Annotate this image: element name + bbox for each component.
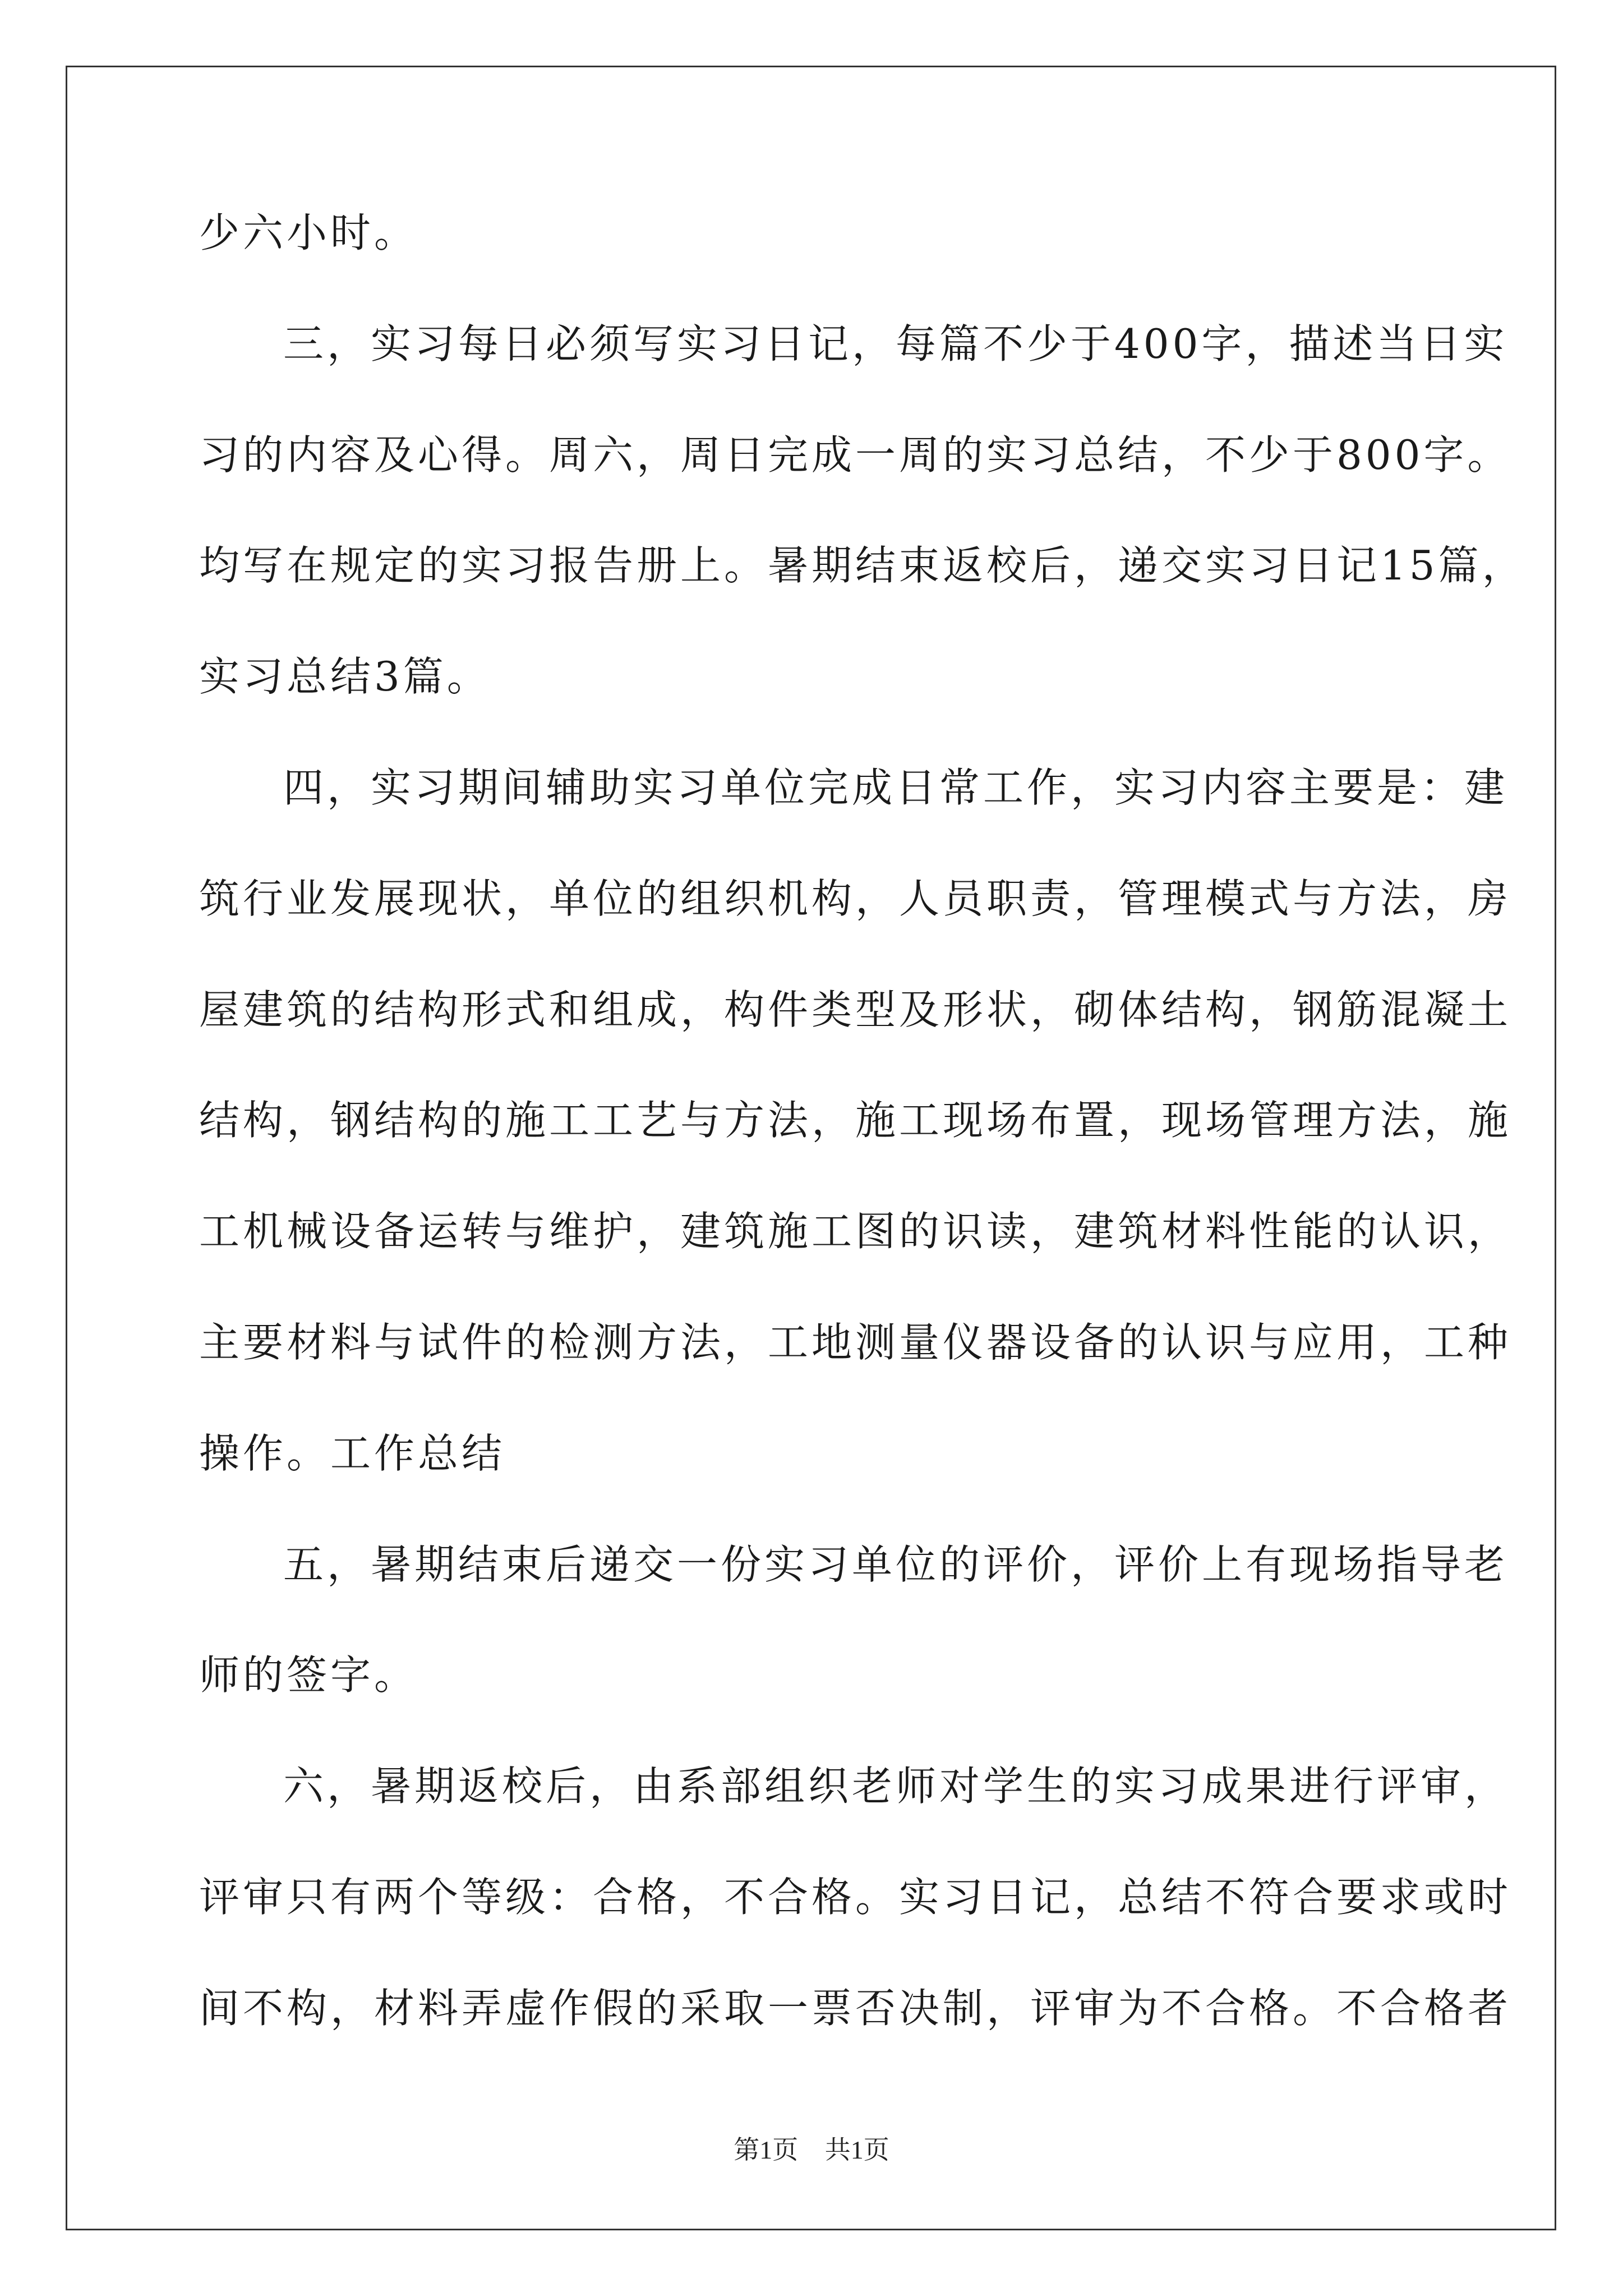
page-number: 第1页 xyxy=(734,2136,799,2164)
page-footer xyxy=(0,2129,1623,2166)
text-line: 主要材料与试件的检测方法，工地测量仪器设备的认识与应用，工种 xyxy=(199,1319,1512,1366)
page-total: 共1页 xyxy=(824,2136,889,2164)
text-line: 屋建筑的结构形式和组成，构件类型及形状，砌体结构，钢筋混凝土 xyxy=(199,986,1512,1033)
text-line: 均写在规定的实习报告册上。暑期结束返校后，递交实习日记15篇， xyxy=(199,542,1526,589)
paragraph-4-line: 四，实习期间辅助实习单位完成日常工作，实习内容主要是：建 xyxy=(283,764,1509,811)
text-line: 师的签字。 xyxy=(199,1651,418,1699)
text-line: 实习总结3篇。 xyxy=(199,653,491,700)
paragraph-6-line: 六，暑期返校后，由系部组织老师对学生的实习成果进行评审， xyxy=(283,1763,1509,1810)
text-line: 评审只有两个等级：合格，不合格。实习日记，总结不符合要求或时 xyxy=(199,1874,1512,1921)
text-line: 少六小时。 xyxy=(199,209,418,256)
text-line: 习的内容及心得。周六，周日完成一周的实习总结，不少于800字。 xyxy=(199,431,1511,478)
text-line: 工机械设备运转与维护，建筑施工图的识读，建筑材料性能的认识， xyxy=(199,1208,1512,1255)
text-line: 结构，钢结构的施工工艺与方法，施工现场布置，现场管理方法，施 xyxy=(199,1097,1512,1144)
text-line: 筑行业发展现状，单位的组织机构，人员职责，管理模式与方法，房 xyxy=(199,875,1512,922)
paragraph-3-line: 三，实习每日必须写实习日记，每篇不少于400字，描述当日实 xyxy=(283,320,1508,367)
paragraph-5-line: 五，暑期结束后递交一份实习单位的评价，评价上有现场指导老 xyxy=(283,1541,1509,1588)
text-line: 间不构，材料弄虚作假的采取一票否决制，评审为不合格。不合格者 xyxy=(199,1985,1512,2032)
text-line: 操作。工作总结 xyxy=(199,1430,506,1477)
